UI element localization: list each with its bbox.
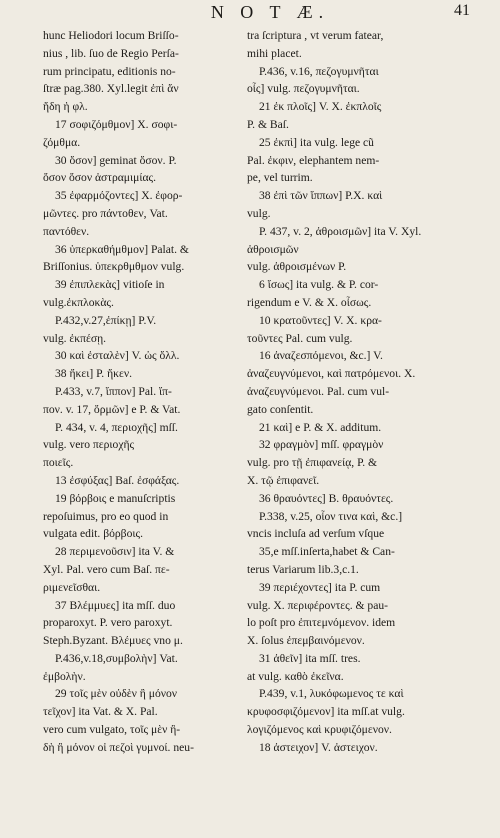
text-line: lo poſt pro ἐπιτεμνόμενον. idem: [247, 616, 396, 630]
text-line: repoſuimus, pro eo quod in: [43, 509, 169, 523]
text-line: vulg.: [247, 206, 271, 220]
text-line: ριμενεῖσθαι.: [43, 580, 101, 594]
text-line: 29 τοῖς μὲν οὐδὲν ἢ μόνον: [55, 687, 178, 701]
page-number: 41: [454, 2, 470, 19]
text-line: 25 ἐκπὶ] ita vulg. lege cũ: [259, 135, 374, 149]
text-line: P.338, v.25, οἷον τινα καὶ, &c.]: [259, 509, 403, 523]
text-line: ἀναζευγνύμενοι. Pal. cum vul-: [247, 384, 390, 398]
text-line: ποιεῖς.: [43, 456, 74, 470]
text-line: hunc Heliodori locum Briſſo-: [43, 29, 179, 42]
text-line: vulg. X. περιφέροντες. & pau-: [247, 598, 389, 612]
text-line: οἷς] vulg. πεζογυμνῆται.: [247, 82, 360, 96]
text-line: ἥδη ἡ φλ.: [43, 100, 88, 114]
text-line: vulg. ἐκπέσῃ.: [43, 331, 107, 345]
text-line: Briſſonius. ὑπεκρθμθμον vulg.: [43, 260, 185, 274]
text-line: vulgata edit. βόρβοις.: [43, 527, 143, 541]
text-line: ἀναζευγνύμενοι, καὶ πατρόμενοι. X.: [247, 367, 416, 381]
text-line: vncis incluſa ad verſum vſque: [247, 527, 385, 541]
text-line: pe, vel turrim.: [247, 171, 313, 185]
text-line: παντόθεν.: [43, 224, 90, 238]
text-line: πον. v. 17, ὅρμῶν] e P. & Vat.: [43, 402, 181, 416]
text-line: rigendum e V. & X. οἷσως.: [247, 295, 372, 309]
text-line: vulg.ἐκπλοκὰς.: [43, 295, 114, 309]
text-line: gato conſentit.: [247, 402, 314, 416]
text-line: 28 περιμενοῦσιν] ita V. &: [55, 545, 175, 559]
text-line: λογιζόμενος καὶ κρυφιζόμενον.: [247, 723, 392, 737]
text-line: 21 καὶ] e P. & X. additum.: [259, 420, 382, 434]
text-line: 31 ἀθεῖν] ita mſſ. tres.: [259, 651, 361, 665]
page-header: [0, 2, 500, 26]
text-line: P. 437, v. 2, ἀθροισμῶν] ita V. Xyl.: [259, 224, 422, 238]
text-line: P.433, v.7, ἵππον] Pal. ἵπ-: [55, 384, 172, 398]
text-line: nius , lib. ſuo de Regio Perſa-: [43, 46, 179, 60]
text-line: 30 καὶ ἐσταλὲν] V. ὡς ὅλλ.: [55, 349, 180, 363]
text-line: vulg. vero περιοχῆς: [43, 438, 135, 452]
text-line: 17 σοφιζόμθμον] X. σοφι-: [55, 117, 178, 131]
text-line: 39 ἐπιπλεκὰς] vitioſe in: [55, 278, 165, 292]
text-line: 21 ἐκ πλοῖς] V. X. ἐκπλοῖς: [259, 100, 382, 114]
right-column: [247, 27, 471, 757]
text-line: 32 φραγμὸν] mſſ. φραγμὸν: [259, 438, 384, 452]
text-line: 10 κρατοῦντες] V. X. κρα-: [259, 313, 382, 327]
text-line: ἐμβολὴν.: [43, 669, 86, 683]
text-line: 6 ἵσως] ita vulg. & P. cor-: [259, 278, 379, 292]
text-line: μῶντες. pro πάντοθεν, Vat.: [43, 206, 168, 220]
text-line: 39 περιέχοντες] ita P. cum: [259, 580, 381, 594]
text-line: ſtræ pag.380. Xyl.legit ἐπὶ ἄν: [43, 82, 179, 96]
left-column: [43, 27, 243, 757]
text-line: X. ſolus ἐπεμβαινόμενον.: [247, 634, 365, 648]
text-line: P. & Baſ.: [247, 117, 289, 131]
text-line: ἀθροισμῶν: [247, 242, 299, 256]
text-line: X. τῷ ἐπιφανεῖ.: [247, 473, 320, 487]
text-line: τοῦντες Pal. cum vulg.: [247, 331, 353, 345]
text-line: 36 ὑπερκαθήμθμον] Palat. &: [55, 242, 189, 256]
text-line: vero cum vulgato, τοῖς μὲν ἢ-: [43, 723, 181, 737]
text-line: rum principatu, editionis no-: [43, 64, 176, 78]
text-line: terus Variarum lib.3,c.1.: [247, 562, 359, 576]
text-line: P. 434, v. 4, περιοχῆς] mſſ.: [55, 420, 178, 434]
text-line: 35,e mſſ.inſerta,habet & Can-: [259, 545, 395, 559]
text-line: at vulg. καθὸ ἐκεῖνα.: [247, 669, 344, 683]
text-line: vulg. pro τῇ ἐπιφανείᾳ, P. &: [247, 456, 378, 470]
text-line: P.432,v.27,ἐπίκῃ] P.V.: [55, 313, 157, 327]
text-line: 13 ἐσφύξας] Baſ. ἐσφάξας.: [55, 473, 180, 487]
text-line: 19 βόρβοις e manuſcriptis: [55, 491, 176, 505]
text-line: 37 Βλέμμυες] ita mſſ. duo: [55, 598, 176, 612]
text-line: Xyl. Pal. vero cum Baſ. πε-: [43, 562, 170, 576]
text-line: δὴ ἢ μόνον οἱ πεζοὶ γυμνοί. neu-: [43, 740, 194, 754]
text-line: 35 ἐφαρμόζοντες] X. ἐφορ-: [55, 189, 183, 203]
text-line: P.436,v.18,συμβολὴν] Vat.: [55, 651, 178, 665]
text-line: ὅσον ὅσον ἀστραμιμίας.: [43, 171, 157, 185]
text-line: 18 ἀστειχον] V. ἀστειχον.: [259, 740, 378, 754]
text-line: P.436, v.16, πεζογυμνῆται: [259, 64, 379, 78]
text-line: P.439, v.1, λυκόφωμενος τε καὶ: [259, 687, 404, 701]
text-line: 36 θραυόντες] B. θραυόντες.: [259, 491, 394, 505]
text-line: proparoxyt. P. vero paroxyt.: [43, 616, 173, 630]
text-line: tra ſcriptura , vt verum fatear,: [247, 29, 384, 42]
running-title: N O T Æ.: [210, 2, 330, 22]
text-line: Pal. ἐκφιν, elephantem nem-: [247, 153, 380, 167]
text-line: 38 ἤκει] P. ἤκεν.: [55, 367, 133, 381]
text-line: Steph.Byzant. Βλέμυες vno μ.: [43, 634, 183, 648]
text-line: 38 ἐπὶ τῶν ἵππων] P.X. καὶ: [259, 189, 383, 203]
text-line: vulg. ἀθροισμένων P.: [247, 260, 347, 274]
text-line: τεῖχον] ita Vat. & X. Pal.: [43, 705, 158, 719]
text-line: mihi placet.: [247, 46, 302, 60]
text-line: 16 ἀναζεσπόμενοι, &c.] V.: [259, 349, 383, 363]
text-line: 30 ὅσον] geminat ὅσον. P.: [55, 153, 177, 167]
text-line: ζόμθμα.: [43, 135, 81, 149]
text-line: κρυφοσφιζόμενον] ita mſſ.at vulg.: [247, 705, 405, 719]
